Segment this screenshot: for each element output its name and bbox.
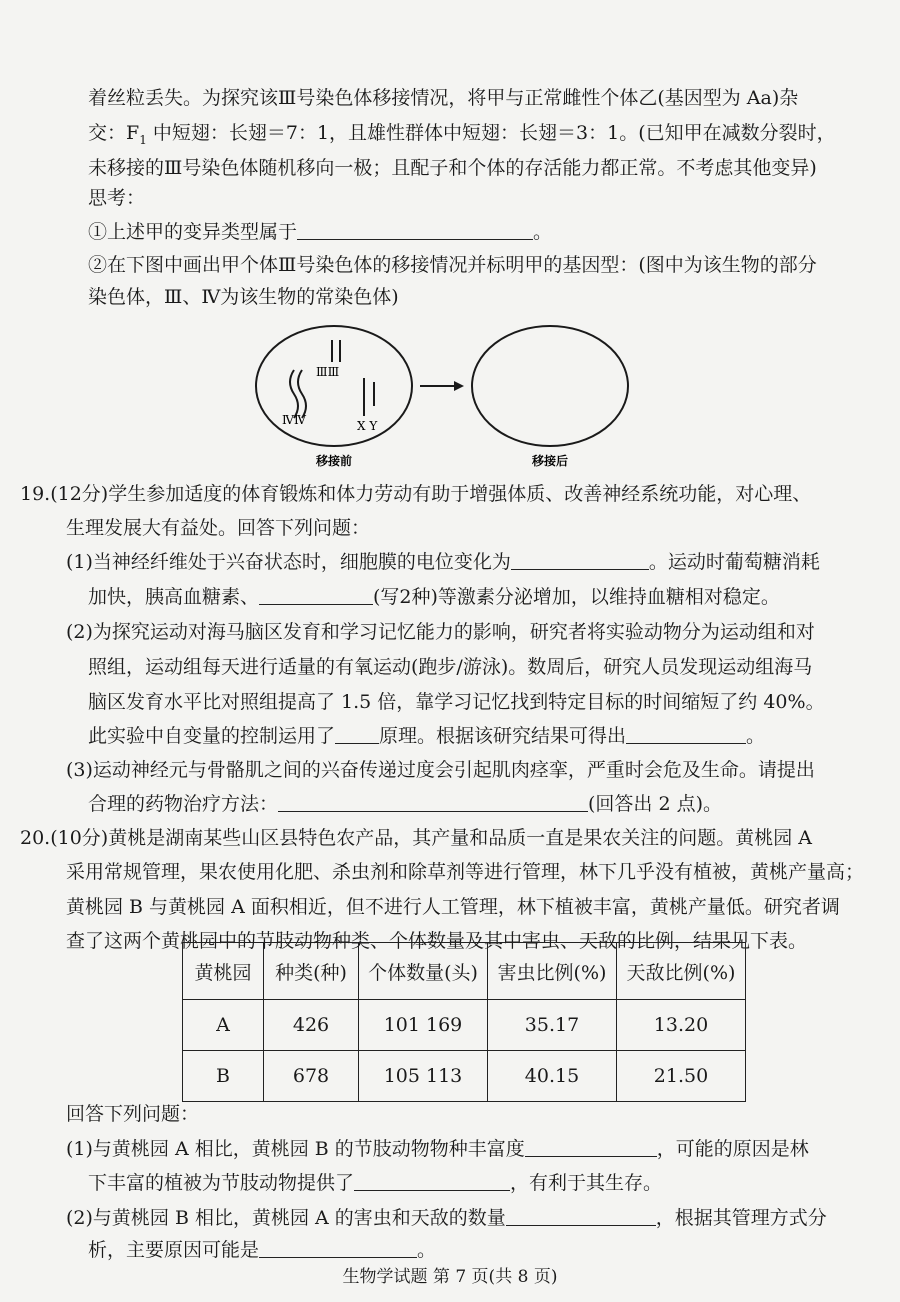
q19-line-8-b: 原理。根据该研究结果可得出 — [379, 725, 627, 747]
table-header-row — [183, 943, 746, 1000]
caption-after: 移接后 — [532, 454, 569, 468]
answer-blank[interactable] — [259, 586, 373, 605]
q18-line-2-a: 交：F — [88, 122, 140, 144]
q20-part-1 — [66, 1137, 809, 1161]
q18-line-2-b: 中短翅：长翅＝7：1，且雄性群体中短翅：长翅＝3：1。(已知甲在减数分裂时， — [146, 122, 836, 144]
q20-part-1-a: (1)与黄桃园 A 相比，黄桃园 B 的节肢动物物种丰富度 — [66, 1138, 525, 1160]
table-header-cell: 害虫比例(%) — [488, 943, 617, 1000]
table-cell: 13.20 — [617, 1000, 746, 1051]
q19-line-4-b: (写2种)等激素分泌增加，以维持血糖相对稳定。 — [373, 586, 780, 608]
caption-before: 移接前 — [316, 454, 353, 468]
q20-line-3: 黄桃园 B 与黄桃园 A 面积相近，但不进行人工管理，林下植被丰富，黄桃产量低。研究者调 — [66, 896, 840, 918]
chromosome-iv-left — [290, 370, 298, 418]
answer-blank[interactable] — [297, 221, 533, 240]
chromosome-iv-right — [298, 370, 306, 418]
label-xy: X Y — [357, 419, 378, 433]
q20-part-1-cont — [88, 1171, 662, 1195]
q19-line-5: (2)为探究运动对海马脑区发育和学习记忆能力的影响，研究者将实验动物分为运动组和对 — [66, 621, 815, 643]
q19-line-4-a: 加快，胰高血糖素、 — [88, 586, 260, 608]
q18-line-1: 着丝粒丢失。为探究该Ⅲ号染色体移接情况，将甲与正常雌性个体乙(基因型为 Aa)杂 — [88, 87, 799, 109]
table-cell: B — [183, 1051, 264, 1102]
q20-part-2-a: (2)与黄桃园 B 相比，黄桃园 A 的害虫和天敌的数量 — [66, 1207, 506, 1229]
q19-line-3 — [66, 550, 820, 574]
table-cell: A — [183, 1000, 264, 1051]
q20-part-1-d: ，有利于其生存。 — [510, 1172, 663, 1194]
q19-line-3-b: 。运动时葡萄糖消耗 — [648, 551, 820, 573]
table-cell: 105 113 — [359, 1051, 488, 1102]
q18-item-2-cont: 染色体，Ⅲ、Ⅳ为该生物的常染色体) — [88, 286, 399, 308]
q18-line-3: 未移接的Ⅲ号染色体随机移向一极；且配子和个体的存活能力都正常。不考虑其他变异) — [88, 157, 817, 179]
q18-item-2: ②在下图中画出甲个体Ⅲ号染色体的移接情况并标明甲的基因型：(图中为该生物的部分 — [88, 254, 817, 276]
q19-line-3-a: (1)当神经纤维处于兴奋状态时，细胞膜的电位变化为 — [66, 551, 511, 573]
table-row — [183, 1000, 746, 1051]
table-header-cell: 个体数量(头) — [359, 943, 488, 1000]
table-row — [183, 1051, 746, 1102]
table-cell: 35.17 — [488, 1000, 617, 1051]
answer-blank[interactable] — [259, 1239, 417, 1258]
answer-blank[interactable] — [525, 1138, 657, 1157]
q19-line-10-b: (回答出 2 点)。 — [588, 793, 723, 815]
q19-line-4 — [88, 585, 780, 609]
q20-line-1: 20.(10分)黄桃是湖南某些山区县特色农产品，其产量和品质一直是果农关注的问题。黄桃园 A — [20, 827, 812, 849]
q19-line-8-c: 。 — [746, 725, 766, 747]
answer-blank[interactable] — [626, 725, 746, 744]
q20-part-1-b: ，可能的原因是林 — [656, 1138, 809, 1160]
q20-part-2-d: 。 — [417, 1239, 437, 1261]
table-header-cell: 黄桃园 — [183, 943, 264, 1000]
label-iv: ⅣⅣ — [282, 413, 306, 427]
q19-line-6: 照组，运动组每天进行适量的有氧运动(跑步/游泳)。数周后，研究人员发现运动组海马 — [88, 656, 813, 678]
q20-part-2-c: 析，主要原因可能是 — [88, 1239, 260, 1261]
cell-before — [256, 326, 412, 446]
q19-line-1: 19.(12分)学生参加适度的体育锻炼和体力劳动有助于增强体质、改善神经系统功能，对心理、 — [20, 483, 812, 505]
answer-blank[interactable] — [354, 1172, 510, 1191]
q20-ask: 回答下列问题： — [66, 1103, 200, 1125]
answer-blank[interactable] — [506, 1207, 656, 1226]
label-iii: ⅢⅢ — [316, 365, 340, 379]
q20-part-2-cont — [88, 1238, 436, 1262]
q20-part-1-c: 下丰富的植被为节肢动物提供了 — [88, 1172, 355, 1194]
table-cell: 101 169 — [359, 1000, 488, 1051]
chromosome-diagram — [250, 320, 650, 472]
q20-part-2 — [66, 1206, 827, 1230]
table-header-cell: 天敌比例(%) — [617, 943, 746, 1000]
q19-line-2: 生理发展大有益处。回答下列问题： — [66, 517, 371, 539]
q19-line-8 — [88, 724, 765, 748]
cell-after[interactable] — [472, 326, 628, 446]
q20-line-2: 采用常规管理，果农使用化肥、杀虫剂和除草剂等进行管理，林下几乎没有植被，黄桃产量高； — [66, 861, 865, 883]
table-cell: 678 — [264, 1051, 359, 1102]
q19-line-10-a: 合理的药物治疗方法： — [88, 793, 279, 815]
table-cell: 426 — [264, 1000, 359, 1051]
q18-f1-subscript: 1 — [139, 132, 147, 147]
q18-item-1 — [88, 220, 552, 244]
q20-line-4: 查了这两个黄桃园中的节肢动物种类、个体数量及其中害虫、天敌的比例，结果见下表。 — [66, 930, 808, 952]
q19-line-8-a: 此实验中自变量的控制运用了 — [88, 725, 336, 747]
table-header-cell: 种类(种) — [264, 943, 359, 1000]
q18-item-1-end: 。 — [533, 221, 553, 243]
q18-think: 思考： — [88, 187, 146, 209]
q18-line-2 — [88, 121, 836, 152]
arrow-head — [454, 381, 464, 391]
q19-line-7: 脑区发育水平比对照组提高了 1.5 倍，靠学习记忆找到特定目标的时间缩短了约 40%。 — [88, 691, 825, 713]
table-cell: 21.50 — [617, 1051, 746, 1102]
answer-blank[interactable] — [278, 793, 588, 812]
q19-line-9: (3)运动神经元与骨骼肌之间的兴奋传递过度会引起肌肉痉挛，严重时会危及生命。请提出 — [66, 759, 815, 781]
answer-blank[interactable] — [511, 551, 649, 570]
table-cell: 40.15 — [488, 1051, 617, 1102]
arthropod-table — [182, 942, 746, 1102]
q19-line-10 — [88, 792, 722, 816]
answer-blank[interactable] — [335, 725, 379, 744]
q20-part-2-b: ，根据其管理方式分 — [655, 1207, 827, 1229]
page-footer: 生物学试题 第 7 页(共 8 页) — [342, 1267, 558, 1287]
q18-item-1-text: ①上述甲的变异类型属于 — [88, 221, 298, 243]
